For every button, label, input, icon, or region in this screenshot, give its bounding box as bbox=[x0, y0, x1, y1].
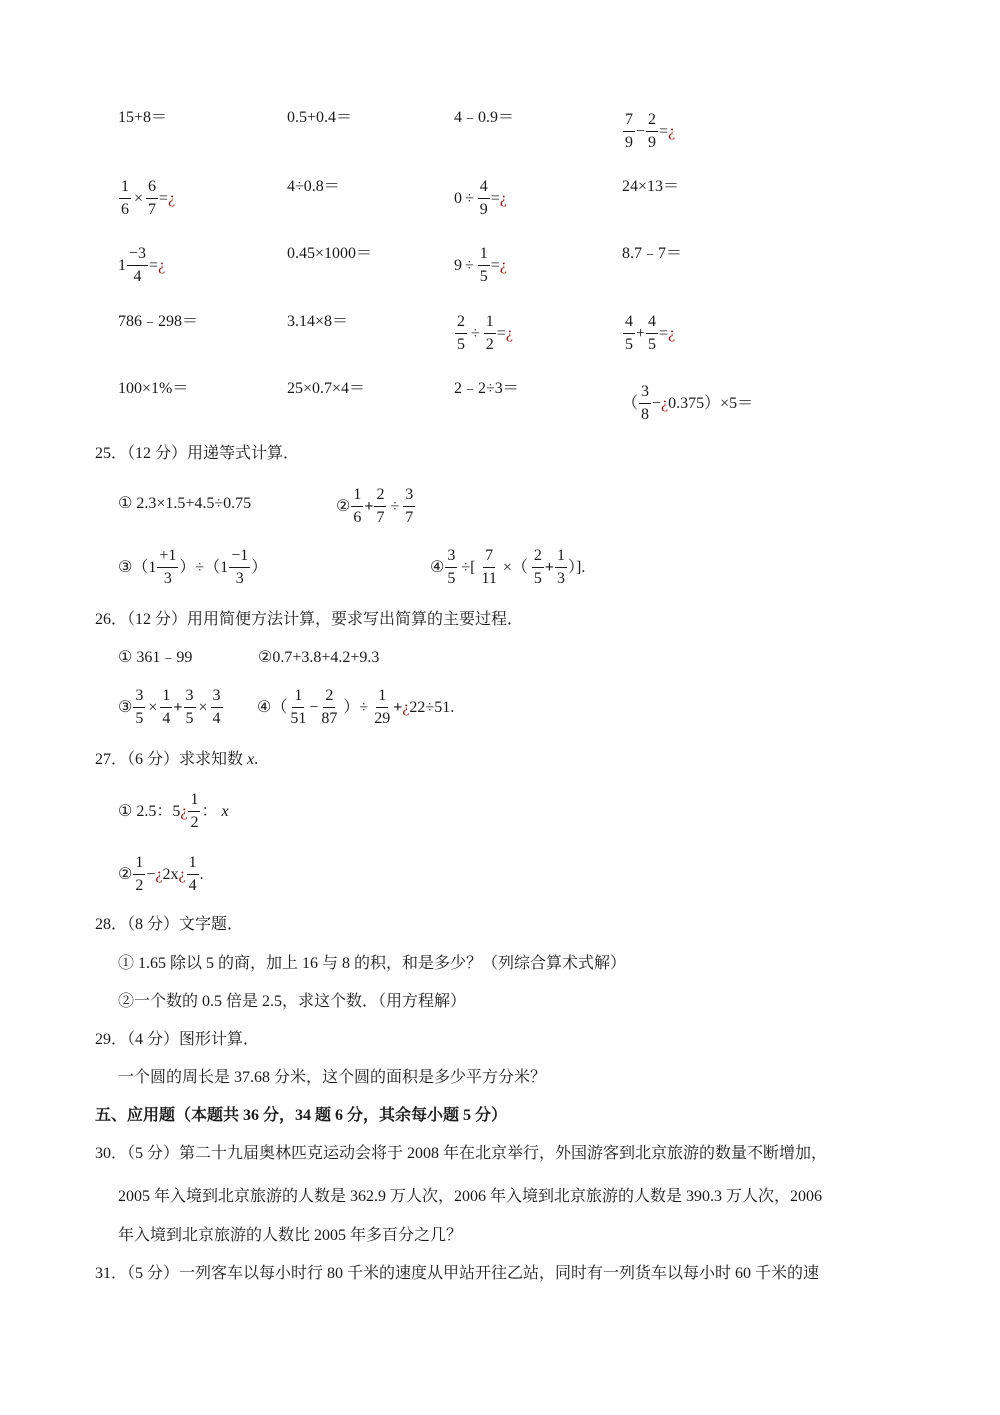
calc-item: $\frac{1}{6}$ × $\frac{6}{7}$ = ¿ bbox=[121, 178, 176, 218]
q27-item-2: ② $\frac{1}{2}$ − ¿ 2x ¿ $\frac{1}{4}$ . bbox=[118, 854, 204, 894]
q26-item-1: ① 361﹣99 bbox=[118, 649, 193, 666]
calc-item: 0 ÷ $\frac{4}{9}$ = ¿ bbox=[454, 178, 507, 218]
question-29-heading: 29．（4 分）图形计算． bbox=[95, 1031, 260, 1048]
q28-item-1: ① 1.65 除以 5 的商，加上 16 与 8 的积，和是多少？（列综合算术式解） bbox=[118, 955, 627, 972]
calc-item: $\frac{7}{9}$ − $\frac{2}{9}$ = ¿ bbox=[625, 111, 676, 151]
question-28-heading: 28．（8 分）文字题． bbox=[95, 916, 244, 933]
calc-item: 25×0.7×4＝ bbox=[287, 380, 366, 397]
q25-item-4: ④ $\frac{3}{5}$ ÷[ $\frac{7}{11}$ ×（ $\frac{2}{5}$ + $\frac{1}{3}$ ）]. bbox=[430, 547, 586, 587]
calc-item: 1 $\frac{-3}{4}$ = ¿ bbox=[118, 245, 166, 285]
q25-item-2: ② $\frac{1}{6}$ + $\frac{2}{7}$ ÷ $\frac{3}{7}$ bbox=[336, 486, 414, 526]
q25-item-3: ③（1 $\frac{+1}{3}$ ）÷（1 $\frac{-1}{3}$ ） bbox=[118, 547, 268, 587]
question-30-line: 年入境到北京旅游的人数比 2005 年多百分之几？ bbox=[118, 1227, 463, 1244]
q25-item-1: ① 2.3×1.5+4.5÷0.75 bbox=[118, 495, 252, 512]
calc-item: 24×13＝ bbox=[622, 178, 680, 195]
q28-item-2: ②一个数的 0.5 倍是 2.5，求这个数．（用方程解） bbox=[118, 993, 467, 1010]
q26-item-3: ③ $\frac{3}{5}$ × $\frac{1}{4}$ + $\frac{3}{5}$ × $\frac{3}{4}$ bbox=[118, 687, 221, 727]
calc-item: 4﹣0.9＝ bbox=[454, 109, 515, 126]
calc-item: 786﹣298＝ bbox=[118, 313, 199, 330]
calc-item: 4÷0.8＝ bbox=[287, 178, 340, 195]
question-25-heading: 25．（12 分）用递等式计算． bbox=[95, 445, 300, 462]
q27-item-1: ① 2.5：5 ¿ $\frac{1}{2}$ ： x bbox=[118, 791, 229, 831]
calc-item: 2﹣2÷3＝ bbox=[454, 380, 519, 397]
calc-item: 0.45×1000＝ bbox=[287, 245, 373, 262]
q29-body: 一个圆的周长是 37.68 分米，这个圆的面积是多少平方分米？ bbox=[118, 1069, 547, 1086]
question-30-line: 2005 年入境到北京旅游的人数是 362.9 万人次，2006 年入境到北京旅游的人数是 390.3 万人次，2006 bbox=[118, 1188, 823, 1205]
question-26-heading: 26．（12 分）用用简便方法计算，要求写出简算的主要过程． bbox=[95, 611, 524, 628]
calc-item: 3.14×8＝ bbox=[287, 313, 349, 330]
section-heading: 五、应用题（本题共 36 分，34 题 6 分，其余每小题 5 分） bbox=[95, 1107, 508, 1124]
q26-item-4: ④（ $\frac{1}{51}$ − $\frac{2}{87}$ ）÷ $\frac{1}{29}$ + ¿ 22÷51. bbox=[257, 687, 455, 727]
question-31-line: 31．（5 分）一列客车以每小时行 80 千米的速度从甲站开往乙站，同时有一列货车以每小时 60 千米的速 bbox=[95, 1265, 820, 1282]
q26-item-2: ②0.7+3.8+4.2+9.3 bbox=[258, 649, 380, 666]
calc-item: $\frac{2}{5}$ ÷ $\frac{1}{2}$ = ¿ bbox=[457, 313, 513, 353]
calc-item: 0.5+0.4＝ bbox=[287, 109, 353, 126]
calc-item: $\frac{4}{5}$ + $\frac{4}{5}$ = ¿ bbox=[625, 313, 676, 353]
calc-item: 100×1%＝ bbox=[118, 380, 189, 397]
calc-item: 8.7﹣7＝ bbox=[622, 245, 683, 262]
calc-item: （ $\frac{3}{8}$ − ¿ 0.375）×5＝ bbox=[622, 383, 754, 423]
calc-item: 9 ÷ $\frac{1}{5}$ = ¿ bbox=[454, 245, 507, 285]
question-30-line: 30．（5 分）第二十九届奥林匹克运动会将于 2008 年在北京举行，外国游客到北京旅游的数量不断增加， bbox=[95, 1145, 828, 1162]
question-27-heading: 27．（6 分）求求知数 x. bbox=[95, 751, 259, 768]
calc-item: 15+8＝ bbox=[118, 109, 168, 126]
